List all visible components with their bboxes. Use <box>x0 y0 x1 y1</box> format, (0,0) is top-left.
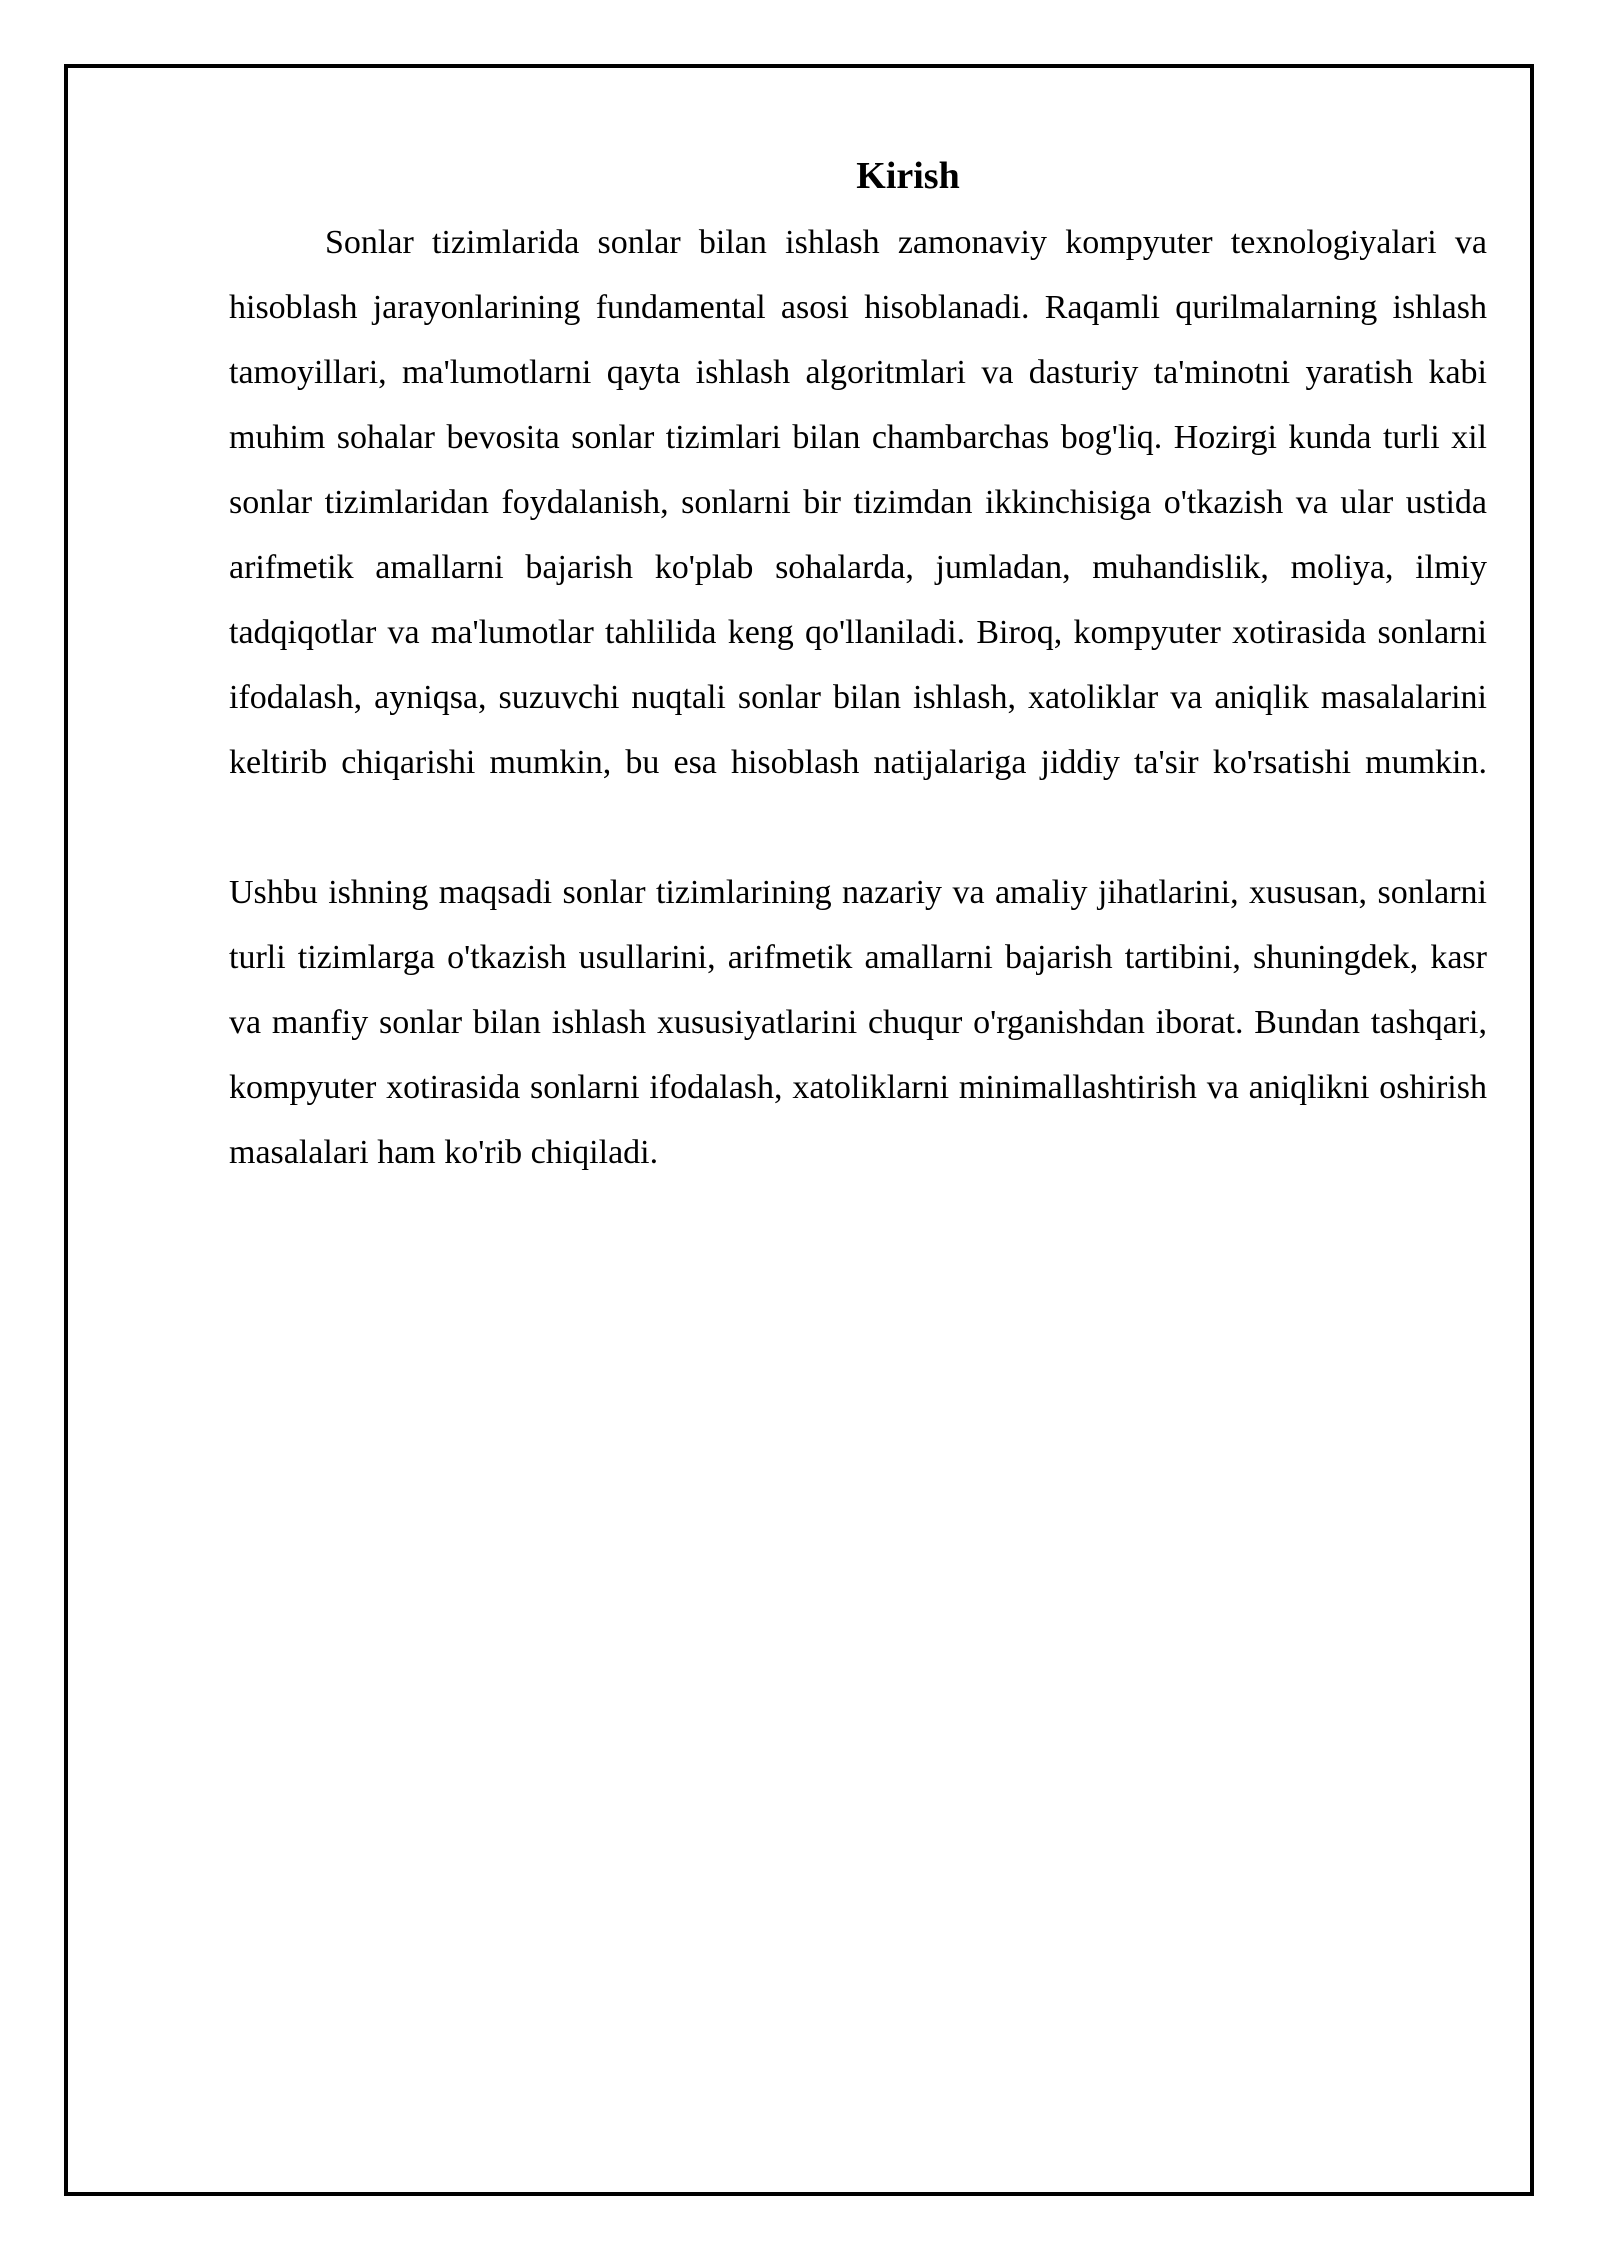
paragraph-goal: Ushbu ishning maqsadi sonlar tizimlarining nazariy va amaliy jihatlarini, xususan, sonlarni turli tizimlarga o'tkazish usullarini, arifmetik amallarni bajarish tartibini, shuningdek, kasr va manfiy sonlar bilan ishlash xususiyatlarini chuqur o'rganishdan iborat. Bundan tashqari, kompyuter xotirasida sonlarni ifodalash, xatoliklarni minimallashtirish va aniqlikni oshirish masalalari ham ko'rib chiqiladi. <box>229 874 1487 1171</box>
paragraph-spacer <box>229 795 1487 860</box>
page-title: Kirish <box>856 155 960 197</box>
paragraph-intro: Sonlar tizimlarida sonlar bilan ishlash zamonaviy kompyuter texnologiyalari va hisoblash jarayonlarining fundamental asosi hisoblanadi. Raqamli qurilmalarning ishlash tamoyillari, ma'lumotlarni qayta ishlash algoritmlari va dasturiy ta'minotni yaratish kabi muhim sohalar bevosita sonlar tizimlari bilan chambarchas bog'liq. Hozirgi kunda turli xil sonlar tizimlaridan foydalanish, sonlarni bir tizimdan ikkinchisiga o'tkazish va ular ustida arifmetik amallarni bajarish ko'plab sohalarda, jumladan, muhandislik, moliya, ilmiy tadqiqotlar va ma'lumotlar tahlilida keng qo'llaniladi. Biroq, kompyuter xotirasida sonlarni ifodalash, ayniqsa, suzuvchi nuqtali sonlar bilan ishlash, xatoliklar va aniqlik masalalarini keltirib chiqarishi mumkin, bu esa hisoblash natijalariga jiddiy ta'sir ko'rsatishi mumkin. <box>229 224 1487 781</box>
document-body <box>229 150 1487 1185</box>
